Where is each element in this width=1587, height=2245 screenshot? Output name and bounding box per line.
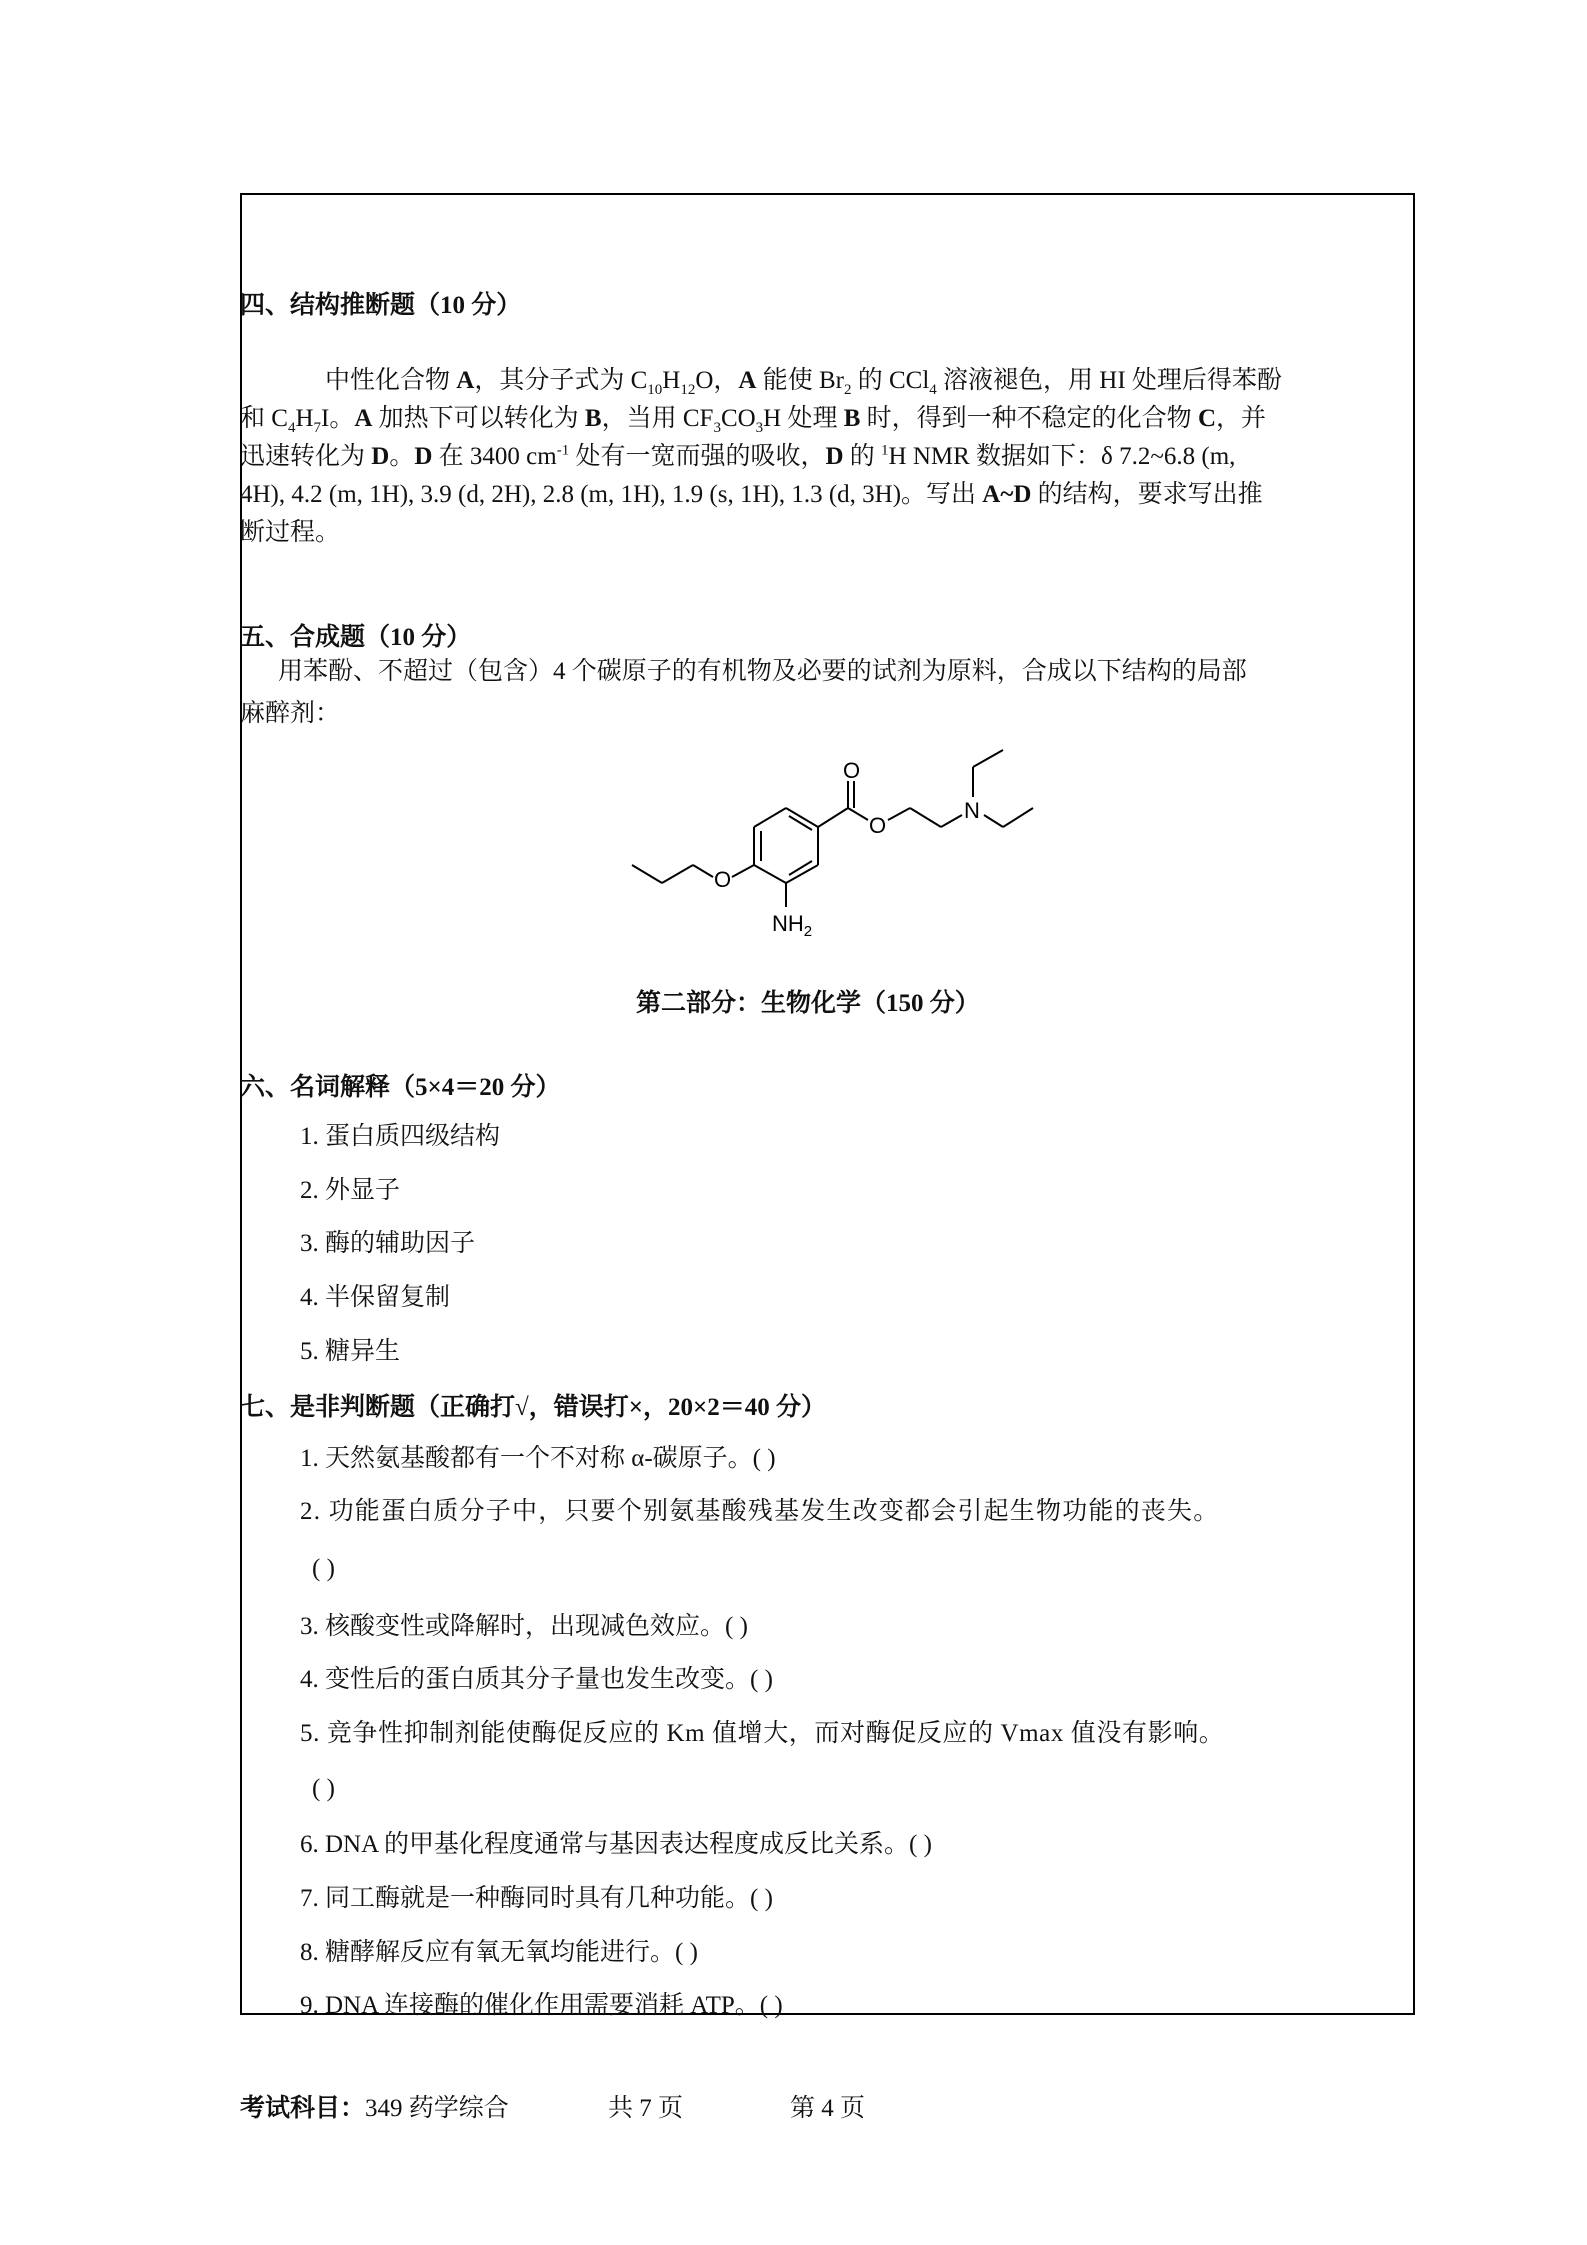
tf-item-5: 5. 竞争性抑制剂能使酶促反应的 Km 值增大，而对酶促反应的 Vmax 值没有影响。 <box>300 1720 1225 1747</box>
section-6-heading: 六、名词解释（5×4＝20 分） <box>240 1074 561 1101</box>
section-7-heading: 七、是非判断题（正确打√，错误打×，20×2＝40 分） <box>240 1394 826 1421</box>
footer-page-number: 第 4 页 <box>790 2095 866 2122</box>
amino-group-label: $NH_2$ <box>772 911 813 940</box>
tf-item-3: 3. 核酸变性或降解时，出现减色效应。( ) <box>300 1613 748 1640</box>
footer-subject-label: 考试科目： <box>240 2095 366 2122</box>
section-5-heading: 五、合成题（10 分） <box>240 624 472 651</box>
tf-item-6: 6. DNA 的甲基化程度通常与基因表达程度成反比关系。( ) <box>300 1831 932 1858</box>
section-5-question-line-2: 麻醉剂： <box>240 700 341 727</box>
ester-oxygen-label: O <box>869 813 887 838</box>
tf-item-1: 1. 天然氨基酸都有一个不对称 α-碳原子。( ) <box>300 1445 776 1472</box>
ether-oxygen-label: O <box>714 867 732 892</box>
q4-line-5: 断过程。 <box>240 519 341 546</box>
q4-line-2: 和 $C_4H_7I$。A 加热下可以转化为 B，当用 $CF_3CO_3H$ 处理 B 时，得到一种不稳定的化合物 C，并 <box>240 405 1267 436</box>
part-2-title: 第二部分：生物化学（150 分） <box>636 990 980 1017</box>
section-5-question-line-1: 用苯酚、不超过（包含）4 个碳原子的有机物及必要的试剂为原料，合成以下结构的局部 <box>278 658 1247 685</box>
term-item-2: 2. 外显子 <box>300 1177 401 1204</box>
footer-subject <box>240 2088 509 2124</box>
local-anesthetic-structure-diagram <box>600 745 1120 945</box>
term-item-1: 1. 蛋白质四级结构 <box>300 1123 501 1150</box>
tf-item-5-answer-blank: ( ) <box>312 1775 335 1802</box>
tf-item-4: 4. 变性后的蛋白质其分子量也发生改变。( ) <box>300 1666 773 1693</box>
section-4-question <box>240 362 1400 552</box>
tf-item-7: 7. 同工酶就是一种酶同时具有几种功能。( ) <box>300 1885 773 1912</box>
tf-item-9: 9. DNA 连接酶的催化作用需要消耗 ATP。( ) <box>300 1992 783 2019</box>
footer-total-pages: 共 7 页 <box>608 2095 684 2122</box>
amine-nitrogen-label: N <box>964 798 980 823</box>
carbonyl-oxygen-label: O <box>843 758 861 783</box>
tf-item-2-answer-blank: ( ) <box>312 1555 335 1582</box>
term-item-4: 4. 半保留复制 <box>300 1284 451 1311</box>
tf-item-2: 2. 功能蛋白质分子中，只要个别氨基酸残基发生改变都会引起生物功能的丧失。 <box>300 1498 1220 1525</box>
q4-line-1: 中性化合物 A，其分子式为 $C_{10}H_{12}O$，A 能使 $Br_2$ 的 CCl$_4$ 溶液褪色，用 HI 处理后得苯酚 <box>325 367 1282 398</box>
footer-subject-value: 349 药学综合 <box>365 2095 509 2122</box>
tf-item-8: 8. 糖酵解反应有氧无氧均能进行。( ) <box>300 1939 698 1966</box>
q4-line-4: 4H), 4.2 (m, 1H), 3.9 (d, 2H), 2.8 (m, 1H), 1.9 (s, 1H), 1.3 (d, 3H)。写出 A~D 的结构，要求写出推 <box>240 481 1263 508</box>
term-item-5: 5. 糖异生 <box>300 1338 401 1365</box>
section-4-heading: 四、结构推断题（10 分） <box>240 292 522 319</box>
term-item-3: 3. 酶的辅助因子 <box>300 1230 476 1257</box>
q4-line-3: 迅速转化为 D。D 在 3400 $cm^{-1}$ 处有一宽而强的吸收，D 的 $^1$H NMR 数据如下：δ 7.2~6.8 (m, <box>240 442 1236 470</box>
